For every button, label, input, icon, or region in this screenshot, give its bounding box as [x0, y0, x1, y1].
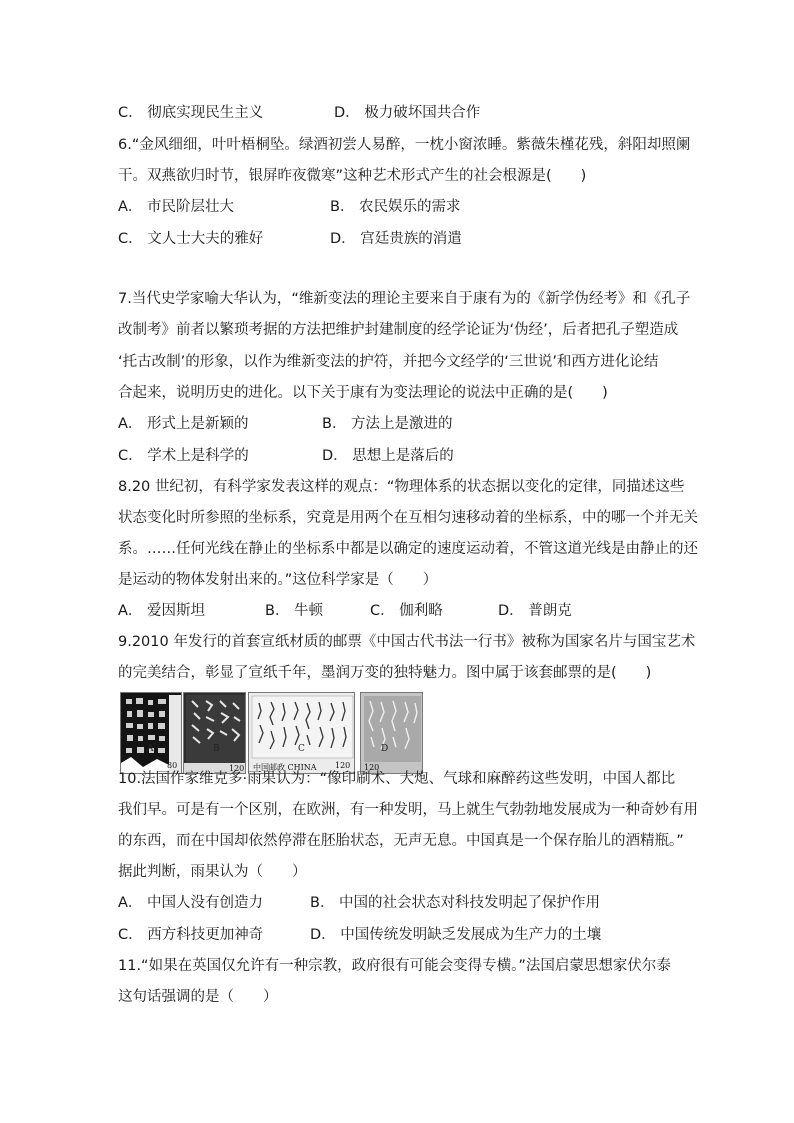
- stamp-c-text: 中国邮政 CHINA: [253, 763, 317, 772]
- stamp-label-c: C: [298, 744, 305, 754]
- stamp-a-value: 80: [167, 761, 178, 770]
- q11-stem-line1: 11.“如果在英国仅允许有一种宗教，政府很有可能会变得专横。”法国启蒙思想家伏尔泰: [118, 958, 671, 974]
- q6-option-c: C． 文人士大夫的雅好: [118, 231, 264, 247]
- q8-option-b: B． 牛顿: [265, 603, 324, 619]
- q10-option-c: C． 西方科技更加神奇: [118, 927, 264, 943]
- q7-stem-line1: 7.当代史学家喻大华认为，“维新变法的理论主要来自于康有为的《新学伪经考》和《孔子: [118, 291, 691, 307]
- q7-stem-line4: 合起来，说明历史的进化。以下关于康有为变法理论的说法中正确的是( ): [118, 385, 608, 401]
- q8-option-c: C． 伽利略: [370, 603, 443, 619]
- q7-option-d: D． 思想上是落后的: [322, 448, 454, 464]
- stamp-c: [248, 692, 355, 774]
- stamp-c-value: 120: [335, 761, 351, 770]
- stamp-label-b: B: [213, 744, 220, 754]
- q7-option-c: C． 学术上是科学的: [118, 448, 249, 464]
- q6-option-d: D． 宫廷贵族的消遣: [330, 231, 462, 247]
- q6-stem-line1: 6.“金风细细，叶叶梧桐坠。绿酒初尝人易醉，一枕小窗浓睡。紫薇朱槿花残，斜阳却照阑: [118, 137, 691, 153]
- q5-option-c: C． 彻底实现民生主义: [118, 105, 264, 121]
- q8-stem-line2: 状态变化时所参照的坐标系，究竟是用两个在互相匀速移动着的坐标系，中的哪一个并无关: [118, 510, 698, 526]
- q10-stem-line4: 据此判断，雨果认为（ ）: [118, 864, 307, 880]
- q10-stem-line3: 的东西，而在中国却依然停滞在胚胎状态，无声无息。中国真是一个保存胎儿的酒精瓶。”: [118, 833, 684, 849]
- q8-stem-line4: 是运动的物体发射出来的。”这位科学家是（ ）: [118, 572, 438, 588]
- q10-option-a: A． 中国人没有创造力: [118, 895, 264, 911]
- stamp-d-value: 120: [364, 763, 380, 772]
- q9-stem-line1: 9.2010 年发行的首套宣纸材质的邮票《中国古代书法一行书》被称为国家名片与国宝艺术: [118, 634, 696, 650]
- stamp-label-a: A: [147, 744, 154, 754]
- q7-option-a: A． 形式上是新颖的: [118, 416, 249, 432]
- q9-stem-line2: 的完美结合，彰显了宣纸千年，墨润万变的独特魅力。图中属于该套邮票的是( ): [118, 665, 652, 681]
- stamp-d-calligraphy: [361, 693, 423, 774]
- q7-option-b: B． 方法上是激进的: [322, 416, 453, 432]
- q10-stem-line1: 10.法国作家维克多·雨果认为：“像印刷术、大炮、气球和麻醉药这些发明，中国人都比: [118, 771, 676, 787]
- q8-stem-line1: 8.20 世纪初，有科学家发表这样的观点：“物理体系的状态据以变化的定律，同描述这些: [118, 479, 685, 495]
- q10-option-b: B． 中国的社会状态对科技发明起了保护作用: [310, 895, 601, 911]
- q11-stem-line2: 这句话强调的是（ ）: [118, 989, 278, 1005]
- q10-stem-line2: 我们早。可是有一个区别，在欧洲，有一种发明，马上就生气勃勃地发展成为一种奇妙有用: [118, 802, 698, 818]
- stamp-b-value: 120: [229, 764, 245, 773]
- q7-stem-line3: ‘托古改制’的形象，以作为维新变法的护符，并把今文经学的‘三世说’和西方进化论结: [118, 354, 659, 370]
- q8-option-a: A． 爱因斯坦: [118, 603, 206, 619]
- q8-stem-line3: 系。……任何光线在静止的坐标系中都是以确定的速度运动着，不管这道光线是由静止的还: [118, 541, 698, 557]
- q6-option-b: B． 农民娱乐的需求: [330, 199, 461, 215]
- stamp-b-calligraphy: [184, 693, 246, 774]
- q7-stem-line2: 改制考》前者以繁琐考据的方法把维护封建制度的经学论证为‘伪经’，后者把孔子塑造成: [118, 322, 679, 338]
- q6-stem-line2: 干。双燕欲归时节，银屏昨夜微寒”这种艺术形式产生的社会根源是( ): [118, 168, 587, 184]
- stamp-label-d: D: [381, 744, 389, 754]
- stamp-a: [120, 692, 182, 774]
- q8-option-d: D． 普朗克: [498, 603, 572, 619]
- stamp-d: [360, 692, 423, 774]
- q6-option-a: A． 市民阶层壮大: [118, 199, 235, 215]
- stamp-b: [183, 692, 246, 774]
- q10-option-d: D． 中国传统发明缺乏发展成为生产力的土壤: [310, 927, 602, 943]
- q5-option-d: D． 极力破坏国共合作: [334, 105, 481, 121]
